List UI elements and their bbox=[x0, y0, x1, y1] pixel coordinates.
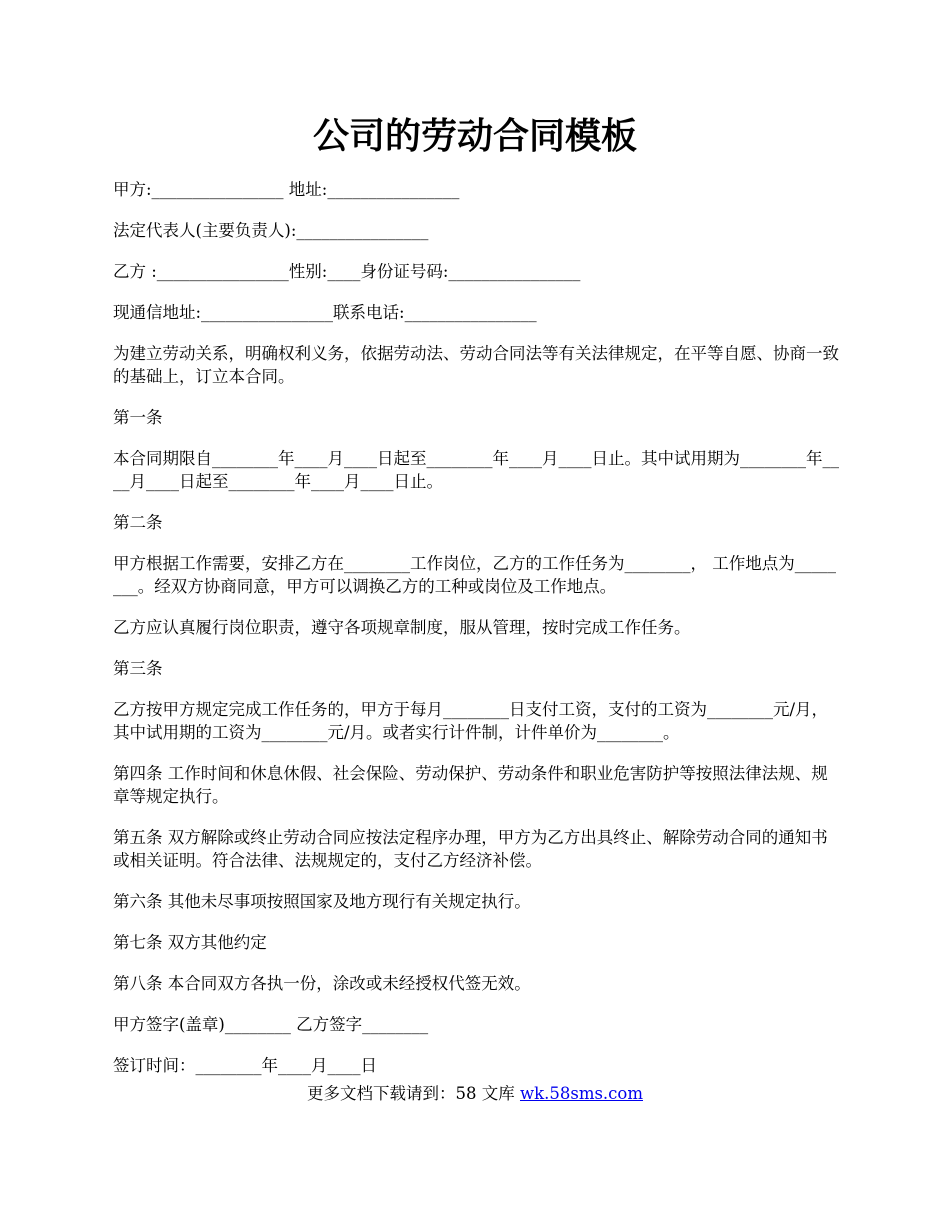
article-2-heading: 第二条 bbox=[113, 513, 163, 532]
article-2-duties: 乙方应认真履行岗位职责，遵守各项规章制度，服从管理，按时完成工作任务。 bbox=[113, 618, 691, 637]
article-7-text: 第七条 双方其他约定 bbox=[113, 933, 267, 952]
article-1-text: 本合同期限自________年____月____日起至________年____月____日止。其中试用期为________年____月____日起至________年____月____日止。 bbox=[113, 449, 839, 491]
document-body bbox=[113, 178, 843, 1095]
party-a-line: 甲方:________________ 地址:________________ bbox=[113, 180, 460, 199]
document-title: 公司的劳动合同模板 bbox=[312, 115, 637, 157]
address-phone-line: 现通信地址:________________联系电话:________________ bbox=[113, 303, 537, 322]
footer-text: 更多文档下载请到：58 文库 bbox=[306, 1084, 520, 1103]
signature-line: 甲方签字(盖章)________ 乙方签字________ bbox=[113, 1015, 429, 1034]
article-8-text: 第八条 本合同双方各执一份，涂改或未经授权代签无效。 bbox=[113, 974, 531, 993]
article-2-text: 甲方根据工作需要，安排乙方在________工作岗位，乙方的工作任务为________， 工作地点为________。经双方协商同意，甲方可以调换乙方的工种或岗位及工作地点。 bbox=[113, 554, 836, 596]
article-1-heading: 第一条 bbox=[113, 408, 163, 427]
article-3-text: 乙方按甲方规定完成工作任务的，甲方于每月________日支付工资，支付的工资为________元/月，其中试用期的工资为________元/月。或者实行计件制，计件单价为________。 bbox=[113, 700, 829, 742]
signing-date-line: 签订时间：________年____月____日 bbox=[113, 1056, 377, 1075]
preamble: 为建立劳动关系，明确权利义务，依据劳动法、劳动合同法等有关法律规定，在平等自愿、协商一致的基础上，订立本合同。 bbox=[113, 344, 839, 386]
article-5-text: 第五条 双方解除或终止劳动合同应按法定程序办理，甲方为乙方出具终止、解除劳动合同的通知书或相关证明。符合法律、法规规定的，支付乙方经济补偿。 bbox=[113, 828, 828, 870]
article-3-heading: 第三条 bbox=[113, 659, 163, 678]
legal-rep-line: 法定代表人(主要负责人):________________ bbox=[113, 221, 429, 240]
article-6-text: 第六条 其他未尽事项按照国家及地方现行有关规定执行。 bbox=[113, 892, 531, 911]
article-4-text: 第四条 工作时间和休息休假、社会保险、劳动保护、劳动条件和职业危害防护等按照法律法规、规章等规定执行。 bbox=[113, 764, 828, 806]
footer-link[interactable]: wk.58sms.com bbox=[519, 1084, 643, 1103]
party-b-line: 乙方 :________________性别:____身份证号码:________________ bbox=[113, 262, 581, 281]
footer bbox=[0, 1082, 950, 1106]
